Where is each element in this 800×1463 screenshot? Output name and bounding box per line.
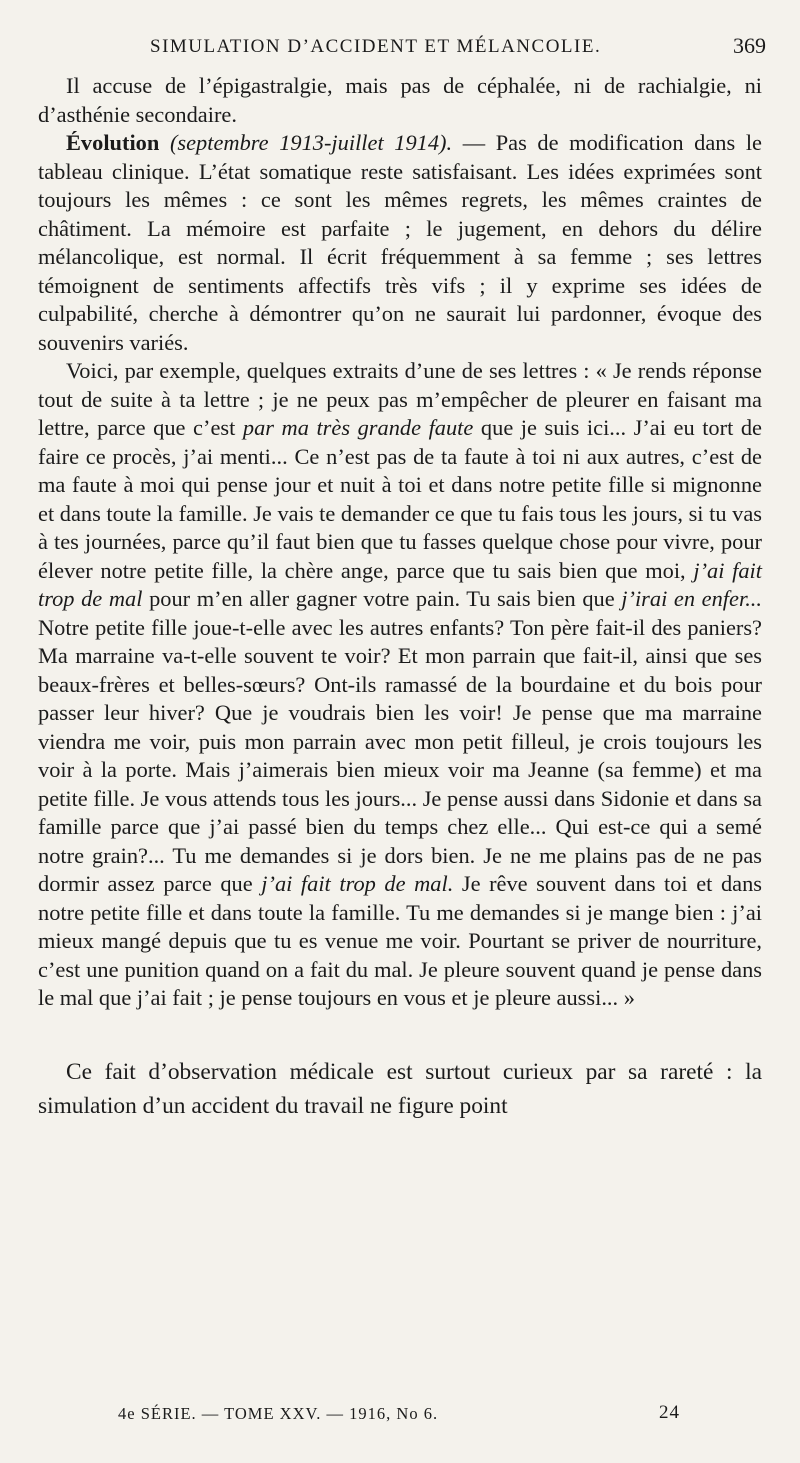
paragraph-letter-extract: Voici, par exemple, quelques extraits d’une de ses lettres : « Je rends réponse tout de suite à ta lettre ; je ne peux pas m’empêcher de pleurer en faisant ma lettre, parce que c’est par ma très grande faute que je suis ici... J’ai eu tort de faire ce procès, j’ai menti... Ce n’est pas de ta faute à toi ni aux autres, c’est de ma faute à moi qui pense jour et nuit à toi et dans notre petite fille si mignonne et dans toute la famille. Je vais te demander ce que tu fais tous les jours, si tu vas à tes journées, parce qu’il faut bien que tu fasses quelque chose pour vivre, pour élever notre petite fille, la chère ange, parce que tu sais bien que moi, j’ai fait trop de mal pour m’en aller gagner votre pain. Tu sais bien que j’irai en enfer... Notre petite fille joue-t-elle avec les autres enfants? Ton père fait-il des paniers? Ma marraine va-t-elle souvent te voir? Et mon parrain que fait-il, ainsi que ses beaux-frères et belles-sœurs? Ont-ils ramassé de la bourdaine et du bois pour passer leur hiver? Que je voudrais bien les voir! Je pense que ma marraine viendra me voir, puis mon parrain avec mon petit filleul, je crois toujours les voir à la porte. Mais j’aimerais bien mieux voir ma Jeanne (sa femme) et ma petite fille. Je vous attends tous les jours... Je pense aussi dans Sidonie et dans sa famille parce que j’ai passé bien du temps chez elle... Qui est-ce qui a semé notre grain?... Tu me demandes si je dors bien. Je ne me plains pas de ne pas dormir assez parce que j’ai fait trop de mal. Je rêve souvent dans toi et dans notre petite fille et dans toute la famille. Tu me demandes si je mange bien : j’ai mieux mangé depuis que tu es venue me voir. Pourtant se priver de nourriture, c’est une punition quand on a fait du mal. Je pleure souvent quand je pense dans le mal que j’ai fait ; je pense toujours en vous et je pleure aussi... » (38, 358, 762, 1010)
page-header (40, 33, 766, 66)
signature-number: 24 (659, 1402, 680, 1423)
evolution-dates: (septembre 1913-juillet 1914). (169, 130, 453, 155)
evolution-heading: Évolution (66, 130, 160, 155)
body-text (38, 72, 762, 1123)
paragraph-symptoms: Il accuse de l’épigastralgie, mais pas de céphalée, ni de rachialgie, ni d’asthénie secondaire. (38, 73, 762, 127)
page-footer (118, 1404, 680, 1434)
running-title: SIMULATION D’ACCIDENT ET MÉLANCOLIE. (150, 36, 602, 57)
conclusion-section (38, 1055, 762, 1123)
section-gap (38, 1013, 762, 1055)
paragraph-evolution: Évolution (septembre 1913-juillet 1914). — Pas de modification dans le tableau clinique. L’état somatique reste satisfaisant. Les idées exprimées sont toujours les mêmes : ce sont les mêmes regrets, les mêmes craintes de châtiment. La mémoire est parfaite ; le jugement, en dehors du délire mélancolique, est normal. Il écrit fréquemment à sa femme ; ses lettres témoignent de sentiments affectifs très vifs ; il y exprime ses idées de culpabilité, cherche à démontrer qu’on ne saurait lui pardonner, évoque des souvenirs variés. (38, 130, 762, 355)
signature-line: 4e SÉRIE. — TOME XXV. — 1916, No 6. (118, 1404, 439, 1423)
paragraph-conclusion: Ce fait d’observation médicale est surtout curieux par sa rareté : la simulation d’un accident du travail ne figure point (38, 1058, 762, 1119)
page-number: 369 (733, 33, 766, 58)
